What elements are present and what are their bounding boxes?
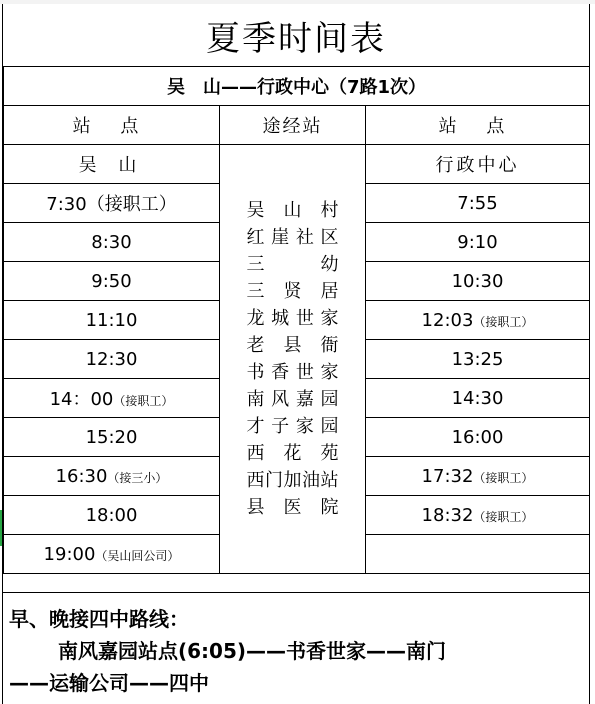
depart-time: 11:10 bbox=[4, 301, 220, 340]
arrive-time: 10:30 bbox=[366, 262, 590, 301]
footer-heading: 早、晚接四中路线： bbox=[9, 607, 189, 631]
depart-time bbox=[4, 535, 220, 574]
via-stops-cell bbox=[220, 145, 366, 574]
via-stop: 县医院 bbox=[246, 497, 339, 518]
via-stop: 书香世家 bbox=[246, 362, 339, 383]
header-row bbox=[4, 106, 590, 145]
depart-time: 12:30 bbox=[4, 340, 220, 379]
via-stop: 南风嘉园 bbox=[246, 389, 339, 410]
via-stop: 三 幼 bbox=[246, 254, 339, 275]
route-title: 吴 山——行政中心（7路1次） bbox=[4, 67, 590, 106]
timetable bbox=[3, 66, 590, 574]
depart-note: （接职工） bbox=[113, 394, 174, 408]
arrive-time bbox=[366, 457, 590, 496]
depart-note: （接三小） bbox=[107, 470, 168, 485]
arrive-time: 7:55 bbox=[366, 184, 590, 223]
header-left-station: 站 点 bbox=[4, 106, 220, 145]
footer-route-line1: 南风嘉园站点(6:05)——书香世家——南门 bbox=[58, 639, 447, 663]
arrive-time: 14:30 bbox=[366, 379, 590, 418]
arrive-time: 9:10 bbox=[366, 223, 590, 262]
depart-time-value: 14：00 bbox=[49, 389, 114, 410]
depart-time-value: 19:00 bbox=[43, 543, 96, 565]
depart-time bbox=[4, 457, 220, 496]
arrive-time bbox=[366, 535, 590, 574]
footer-notes bbox=[3, 592, 589, 704]
via-stop: 西门加油站 bbox=[246, 470, 339, 491]
arrive-time: 16:00 bbox=[366, 418, 590, 457]
header-via: 途经站 bbox=[220, 106, 366, 145]
station-right: 行政中心 bbox=[366, 145, 590, 184]
timetable-sheet bbox=[2, 4, 590, 704]
via-stop: 龙城世家 bbox=[246, 308, 339, 329]
station-left: 吴 山 bbox=[4, 145, 220, 184]
page-title: 夏季时间表 bbox=[206, 18, 386, 59]
depart-time-value: 16:30 bbox=[55, 465, 108, 487]
depart-time: 18:00 bbox=[4, 496, 220, 535]
depart-time: 8:30 bbox=[4, 223, 220, 262]
depart-note: （吴山回公司） bbox=[95, 548, 180, 563]
footer-route-line2: ——运输公司——四中 bbox=[9, 671, 209, 695]
depart-time: 15:20 bbox=[4, 418, 220, 457]
via-stop: 吴山村 bbox=[246, 200, 339, 221]
station-row bbox=[4, 145, 590, 184]
depart-time: 9:50 bbox=[4, 262, 220, 301]
via-stop: 才子家园 bbox=[246, 416, 339, 437]
depart-time: 7:30（接职工） bbox=[4, 184, 220, 223]
via-stop: 红崖社区 bbox=[246, 227, 339, 248]
via-stop: 西花苑 bbox=[246, 443, 339, 464]
route-row bbox=[4, 67, 590, 106]
arrive-note: （接职工） bbox=[473, 470, 534, 485]
arrive-note: （接职工） bbox=[473, 314, 534, 329]
arrive-note: （接职工） bbox=[473, 509, 534, 524]
header-right-station: 站 点 bbox=[366, 106, 590, 145]
via-stops-list bbox=[247, 197, 339, 521]
arrive-time bbox=[366, 496, 590, 535]
arrive-time-value: 17:32 bbox=[421, 465, 474, 487]
via-stop: 三贤居 bbox=[246, 281, 339, 302]
arrive-time-value: 18:32 bbox=[421, 504, 474, 526]
via-stop: 老县衙 bbox=[246, 335, 339, 356]
arrive-time bbox=[366, 301, 590, 340]
arrive-time-value: 12:03 bbox=[421, 309, 474, 331]
arrive-time: 13:25 bbox=[366, 340, 590, 379]
depart-time bbox=[4, 379, 220, 418]
